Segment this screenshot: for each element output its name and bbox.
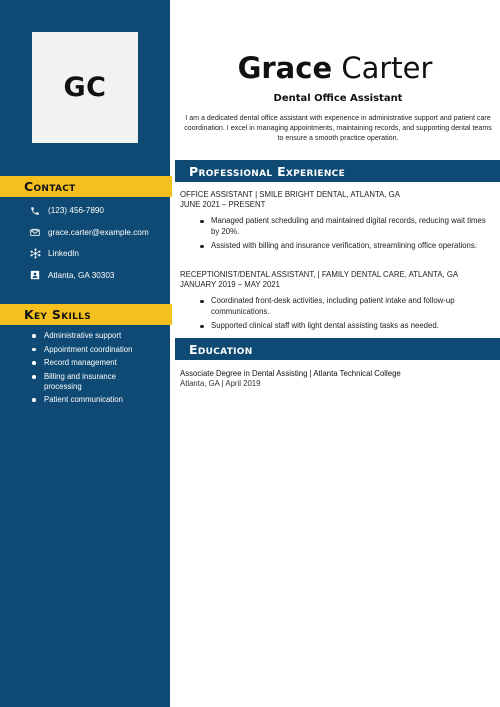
contact-linkedin-text: LinkedIn <box>48 249 79 259</box>
sidebar <box>0 0 170 707</box>
job-bullet: Managed patient scheduling and maintained digital records, reducing wait times by 20%. <box>211 216 488 237</box>
skills-heading <box>0 304 172 325</box>
monogram-initials: GC <box>63 72 107 103</box>
skill-item: Appointment coordination <box>30 345 155 355</box>
job-bullet: Assisted with billing and insurance verification, streamlining office operations. <box>211 241 488 252</box>
education-degree: Associate Degree in Dental Assisting | Atlanta Technical College <box>180 369 401 378</box>
contact-item-location[interactable] <box>30 265 170 287</box>
experience-entry <box>180 190 490 255</box>
contact-heading-label: Contact <box>24 179 76 194</box>
experience-heading-label: Professional Experience <box>189 163 346 179</box>
contact-heading <box>0 176 172 197</box>
job-title-line: RECEPTIONIST/DENTAL ASSISTANT, | FAMILY DENTAL CARE, ATLANTA, GA <box>180 270 459 279</box>
skills-heading-label: Key Skills <box>24 307 91 322</box>
contact-item-linkedin[interactable] <box>30 243 170 265</box>
candidate-name <box>170 50 500 86</box>
job-bullets <box>211 216 488 251</box>
last-name: Carter <box>341 51 433 85</box>
skill-item: Patient communication <box>30 395 155 405</box>
contact-item-phone[interactable] <box>30 200 170 222</box>
profile-summary: I am a dedicated dental office assistant with experience in administrative support and patient care coordination. I excel in managing appointments, maintaining records, and supporting dental teams to ensure a smooth practice operation. <box>184 114 492 143</box>
experience-entry <box>180 270 490 335</box>
phone-icon <box>30 206 48 216</box>
education-heading <box>175 338 500 360</box>
skills-list <box>30 331 155 409</box>
skill-item: Record management <box>30 358 155 368</box>
contact-location-text: Atlanta, GA 30303 <box>48 270 115 280</box>
job-dates: JUNE 2021 – PRESENT <box>180 199 266 209</box>
contact-list <box>30 200 170 286</box>
contact-phone-text: (123) 456-7890 <box>48 206 104 216</box>
skill-item: Billing and insurance processing <box>30 372 155 391</box>
experience-heading <box>175 160 500 182</box>
job-bullet: Coordinated front-desk activities, including patient intake and follow-up communications. <box>211 296 488 317</box>
education-heading-label: Education <box>189 341 253 357</box>
contact-item-email[interactable] <box>30 222 170 244</box>
job-bullets <box>211 296 488 331</box>
monogram-box <box>32 32 138 143</box>
first-name: Grace <box>237 51 333 85</box>
job-title-line: OFFICE ASSISTANT | SMILE BRIGHT DENTAL, ATLANTA, GA <box>180 190 400 199</box>
job-bullet: Supported clinical staff with light dental assisting tasks as needed. <box>211 321 488 332</box>
linkedin-icon <box>30 248 48 259</box>
contact-email-text: grace.carter@example.com <box>48 227 149 237</box>
skill-item: Administrative support <box>30 331 155 341</box>
education-meta: Atlanta, GA | April 2019 <box>180 379 261 388</box>
job-title: Dental Office Assistant <box>273 93 403 104</box>
job-dates: JANUARY 2019 – MAY 2021 <box>180 279 280 289</box>
location-icon <box>30 270 48 280</box>
education-entry <box>180 369 490 389</box>
email-icon <box>30 228 48 237</box>
